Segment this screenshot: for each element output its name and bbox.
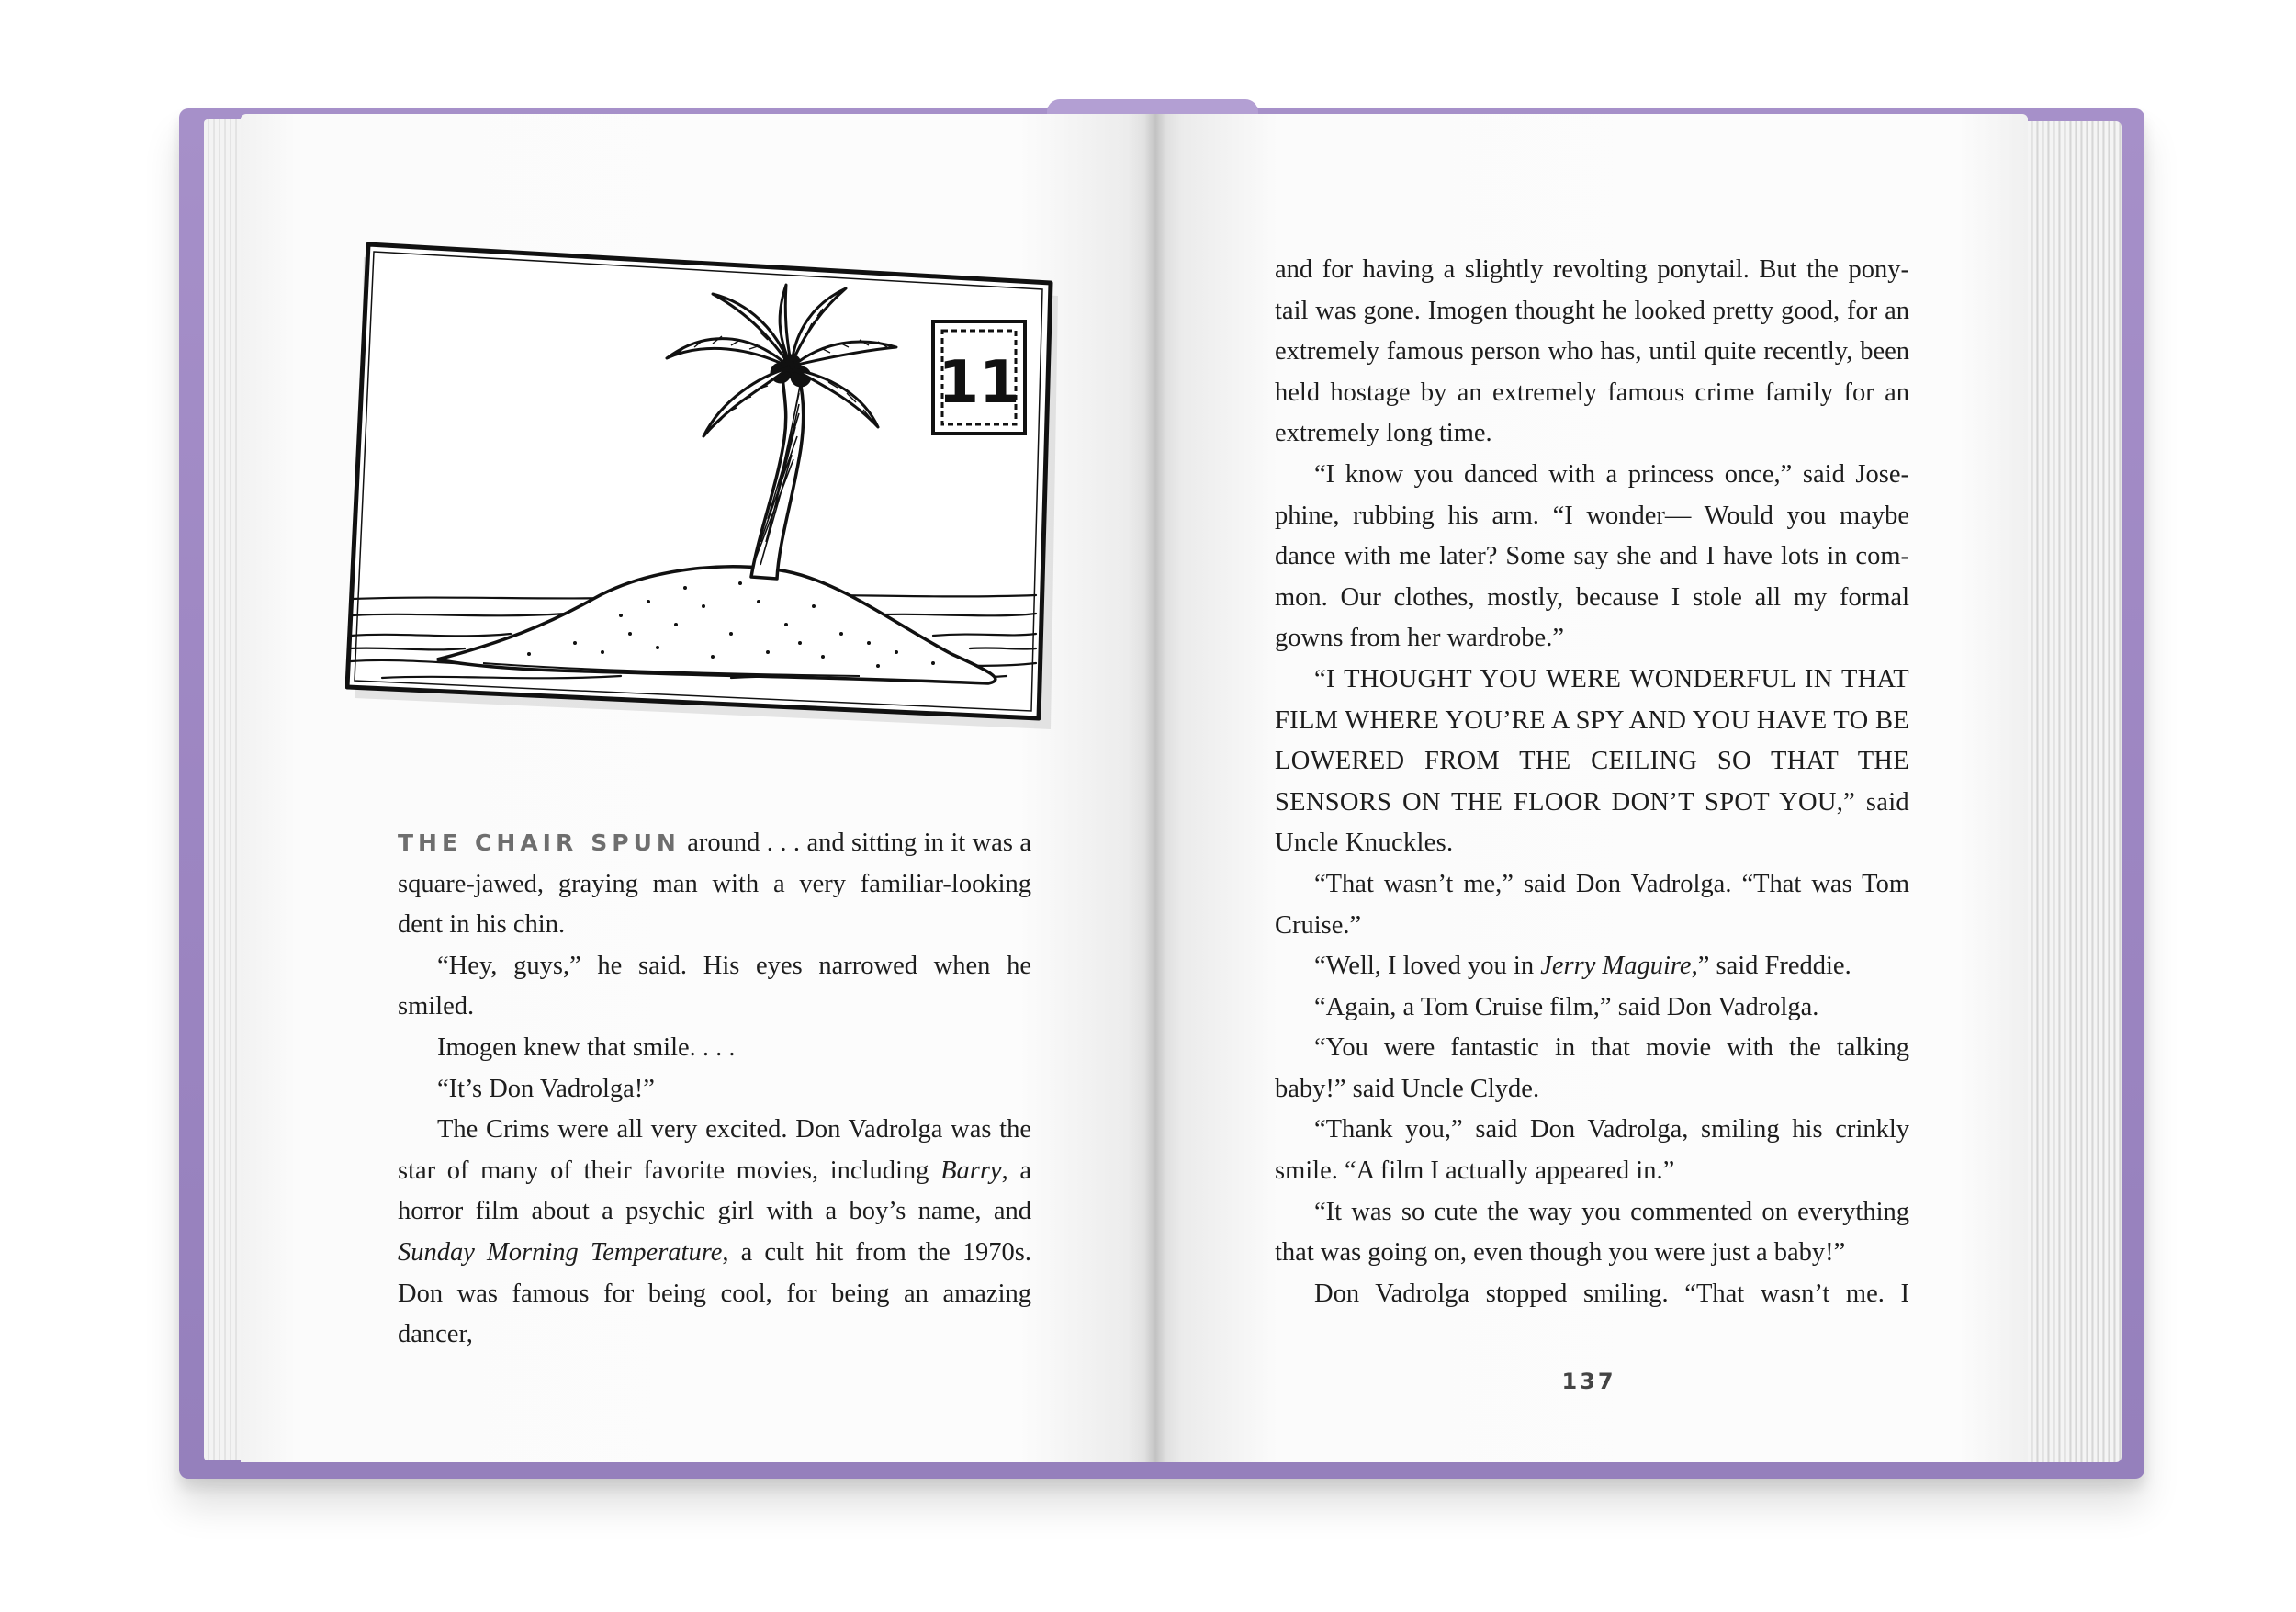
paragraph: “Hey, guys,” he said. His eyes narrowed when he smiled.: [398, 951, 1031, 1021]
paragraph: “You were fantastic in that movie with the talking baby!” said Uncle Clyde.: [1275, 1033, 1909, 1103]
paragraph: “I know you danced with a princess once,” said Jose-phine, rubbing his arm. “I wonder— Would you maybe dance with me later? Some say she and I have lots in com-mon. Our clothes, mostly, because I stole all my formal gowns from her wardrobe.”: [1275, 459, 1909, 653]
paragraph: Don Vadrolga stopped smiling. “That wasn’t me. I: [1314, 1279, 1909, 1308]
left-page-text: [398, 823, 1031, 1356]
paragraph: “Again, a Tom Cruise film,” said Don Vadrolga.: [1314, 992, 1819, 1021]
right-page-text: [1275, 250, 1909, 1314]
paragraph: Imogen knew that smile. . . .: [437, 1032, 736, 1062]
paragraph: THE CHAIR SPUN around . . . and sitting in it was a square-jawed, graying man with a very familiar-looking dent in his chin.: [398, 829, 1032, 940]
paragraph: “It was so cute the way you commented on everything that was going on, even though you were just a baby!”: [1275, 1197, 1909, 1268]
page-number: 137: [1561, 1369, 1616, 1394]
paragraph: “That wasn’t me,” said Don Vadrolga. “That was Tom Cruise.”: [1275, 869, 1909, 940]
stamp-icon: [933, 321, 1025, 434]
postcard-illustration: [345, 239, 1062, 735]
page-edges-right: [2011, 121, 2122, 1462]
chapter-opening: THE CHAIR SPUN: [398, 829, 681, 856]
stamp-number: 11: [938, 349, 1020, 417]
paragraph: and for having a slightly revolting ponytail. But the pony-tail was gone. Imogen thought he looked pretty good, for an extremely famous person who has, until quite recently, been held hostage by an extremely famous crime family for an extremely long time.: [1275, 255, 1909, 448]
paragraph: The Crims were all very excited. Don Vadrolga was the star of many of their favorite movies, including Barry, a horror film about a psychic girl with a boy’s name, and Sunday Morning Temperature, a cult hit from the 1970s. Don was famous for being cool, for being an amazing dancer,: [398, 1115, 1031, 1349]
paragraph: “Well, I loved you in Jerry Maguire,” said Freddie.: [1314, 952, 1851, 981]
page-gutter: [1144, 114, 1166, 1462]
paragraph: “Thank you,” said Don Vadrolga, smiling his crinkly smile. “A film I actually appeared in.”: [1275, 1115, 1909, 1186]
paragraph: “It’s Don Vadrolga!”: [437, 1074, 655, 1103]
paragraph: “I THOUGHT YOU WERE WONDERFUL IN THAT FILM WHERE YOU’RE A SPY AND YOU HAVE TO BE LOWERED FROM THE CEILING SO THAT THE SENSORS ON THE FLOOR DON’T SPOT YOU,” said Uncle Knuckles.: [1275, 664, 1909, 858]
